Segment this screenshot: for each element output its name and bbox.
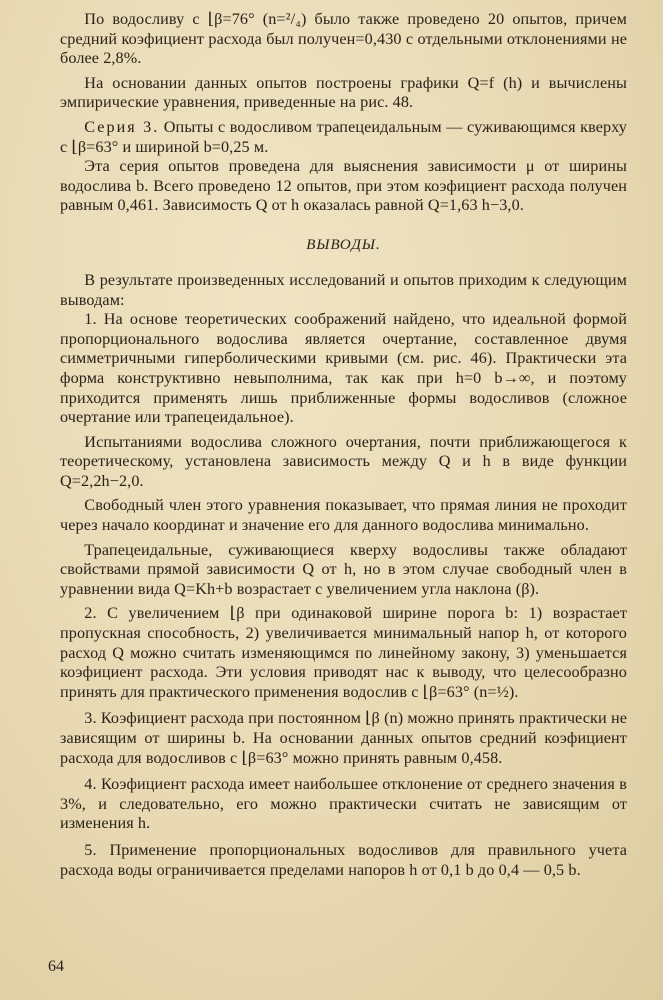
conclusion-2: 2. С увеличением ⌊β при одинаковой ширине порога b: 1) возрастает пропускная способность, 2) увеличивается минимальный напор h, от которого расход Q можно считать изменяющимся по линейному закону, 3) уменьшается коэфициент расхода. Эти условия приводят нас к выводу, что целесообразно принять для практического применения водослив с ⌊β=63° (n=½). xyxy=(60,604,627,701)
paragraph-series-3-result: Эта серия опытов проведена для выяснения зависимости μ от ширины водослива b. Всего проведено 12 опытов, при этом коэфициент расхода получен равным 0,461. Зависимость Q от h оказалась равной Q=1,63 h−3,0. xyxy=(60,157,627,215)
series-3-description: Опыты с водосливом трапецеидальным — суживающимся кверху с ⌊β=63° и шириной b=0,25 м. xyxy=(60,117,627,156)
paragraph-series-2-result: По водосливу с ⌊β=76° (n=²/₄) было также проведено 20 опытов, причем средний коэфициент расхода был получен=0,430 с отдельными отклонениями не более 2,8%. xyxy=(60,10,627,68)
page-number: 64 xyxy=(48,958,64,975)
conclusions-intro: В результате произведенных исследований и опытов приходим к следующим выводам: xyxy=(60,270,627,309)
conclusion-1-complex-weir: Испытаниями водослива сложного очертания, почти приближающегося к теоретическому, установлена зависимость между Q и h в виде функции Q=2,2h−2,0. xyxy=(60,432,627,490)
conclusion-4: 4. Коэфициент расхода имеет наибольшее отклонение от среднего значения в 3%, и следовательно, его можно практически считать не зависящим от изменения h. xyxy=(60,775,627,833)
conclusion-1-free-term: Свободный член этого уравнения показывает, что прямая линия не проходит через начало координат и значение его для данного водослива минимально. xyxy=(60,496,627,535)
conclusion-1: 1. На основе теоретических соображений найдено, что идеальной формой пропорционального водослива является очертание, составленное двумя симметричными гиперболическими кривыми (см. рис. 46). Практически эта форма конструктивно невыполнима, так как при h=0 b→∞, и поэтому приходится применять лишь приближенные формы водосливов (сложное очертание или трапецеидальное). xyxy=(60,310,627,427)
conclusion-1-trapezoidal: Трапецеидальные, суживающиеся кверху водосливы также обладают свойствами прямой зависимости Q от h, но в этом случае свободный член в уравнении вида Q=Kh+b возрастает с увеличением угла наклона (β). xyxy=(60,540,627,598)
section-heading-conclusions: ВЫВОДЫ. xyxy=(306,236,381,253)
paragraph-series-3 xyxy=(60,118,627,157)
paragraph-graphs: На основании данных опытов построены графики Q=f (h) и вычислены эмпирические уравнения, приведенные на рис. 48. xyxy=(60,73,627,112)
conclusion-3: 3. Коэфициент расхода при постоянном ⌊β (n) можно принять практически не зависящим от ширины b. На основании данных опытов средний коэфициент расхода для водосливов с ⌊β=63° можно принять равным 0,458. xyxy=(60,709,627,767)
conclusion-5: 5. Применение пропорциональных водосливов для правильного учета расхода воды ограничивается пределами напоров h от 0,1 b до 0,4 — 0,5 b. xyxy=(60,840,627,879)
series-3-label: Серия 3. xyxy=(84,117,160,136)
